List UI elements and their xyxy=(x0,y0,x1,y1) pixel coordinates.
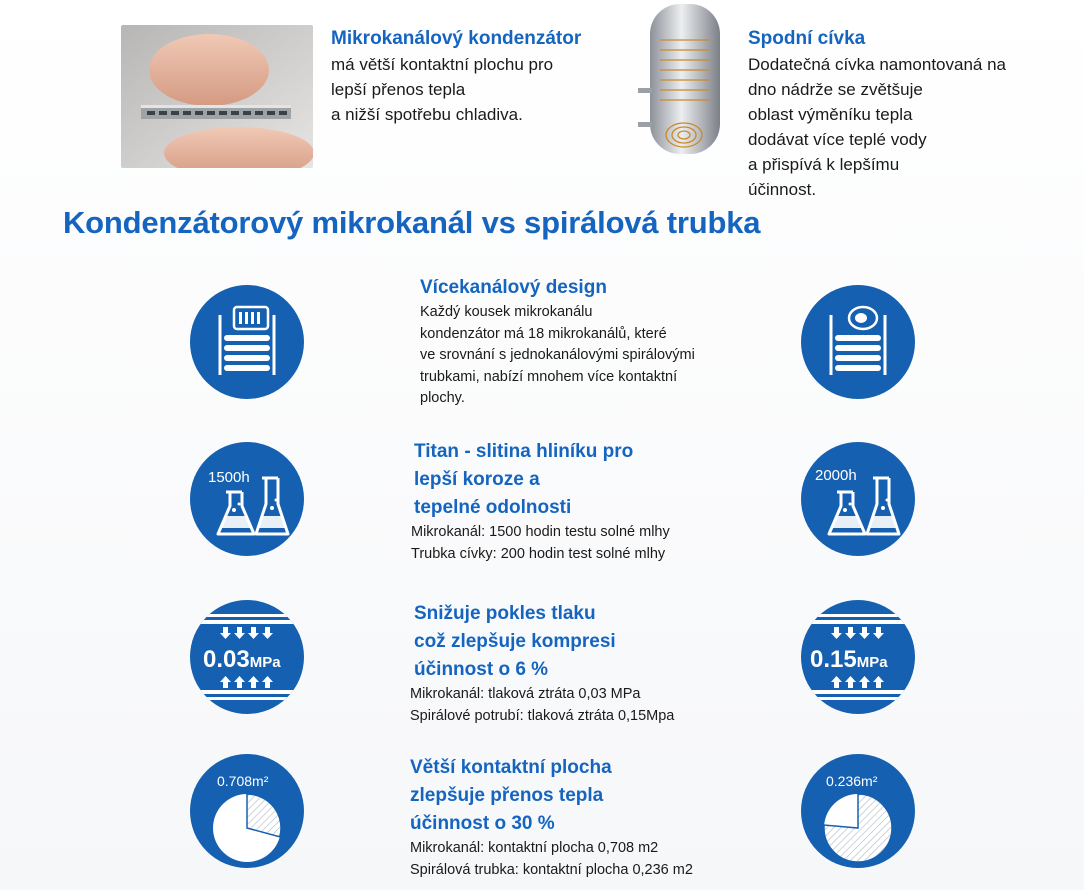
body-line: Každý kousek mikrokanálu xyxy=(420,304,593,320)
pie-area-icon xyxy=(190,754,304,868)
title-line: Titan - slitina hliníku pro xyxy=(414,441,634,462)
top-right-title: Spodní cívka xyxy=(748,28,866,49)
section-alloy xyxy=(411,438,744,565)
title-line: zlepšuje přenos tepla xyxy=(410,785,604,806)
top-left-line: lepší přenos tepla xyxy=(331,80,466,99)
body-line: plochy. xyxy=(420,390,465,406)
body-line: ve srovnání s jednokanálovými spirálovými xyxy=(420,347,695,363)
pressure-gauge-icon xyxy=(190,600,304,714)
top-right-line: a přispívá k lepšímu xyxy=(748,155,900,174)
top-right-line: dodávat více teplé vody xyxy=(748,130,927,149)
pie-area-icon xyxy=(801,754,915,868)
section-body xyxy=(420,302,750,410)
section-body xyxy=(410,684,744,727)
microchannel-photo xyxy=(121,25,313,168)
section-multichannel xyxy=(420,274,750,410)
top-right-line: Dodatečná cívka namontovaná na xyxy=(748,55,1007,74)
top-left-title: Mikrokanálový kondenzátor xyxy=(331,28,582,49)
pressure-value: 0.15 xyxy=(810,646,857,673)
title-line: lepší koroze a xyxy=(414,469,540,490)
body-line: Trubka cívky: 200 hodin test solné mlhy xyxy=(411,545,666,562)
title-line: účinnost o 6 % xyxy=(414,659,549,680)
section-title xyxy=(414,600,744,684)
top-right-line: oblast výměníku tepla xyxy=(748,105,913,124)
title-line: Větší kontaktní plocha xyxy=(410,757,612,778)
title-line: což zlepšuje kompresi xyxy=(414,631,616,652)
section-body xyxy=(411,522,744,565)
body-line: kondenzátor má 18 mikrokanálů, které xyxy=(420,325,667,342)
svg-text:0.15MPa xyxy=(810,646,888,673)
microchannel-coil-icon xyxy=(190,285,304,399)
page-title: Kondenzátorový mikrokanál vs spirálová trubka xyxy=(63,205,761,240)
flask-icon xyxy=(190,442,304,556)
body-line: Mikrokanál: kontaktní plocha 0,708 m2 xyxy=(410,840,659,856)
water-tank-illustration xyxy=(638,0,730,170)
section-title xyxy=(410,754,750,838)
title-line: tepelné odolnosti xyxy=(414,497,572,518)
title-line: Snižuje pokles tlaku xyxy=(414,603,596,624)
top-right-line: dno nádrže se zvětšuje xyxy=(748,80,923,99)
section-title xyxy=(414,438,744,522)
body-line: Spirálová trubka: kontaktní plocha 0,236 m2 xyxy=(410,861,693,878)
body-line: Spirálové potrubí: tlaková ztráta 0,15Mpa xyxy=(410,707,675,724)
salt-spray-hours-label: 1500h xyxy=(208,469,250,486)
body-line: trubkami, nabízí mnohem více kontaktní xyxy=(420,368,678,385)
body-line: Mikrokanál: tlaková ztráta 0,03 MPa xyxy=(410,686,641,702)
top-right-line: účinnost. xyxy=(748,180,817,199)
salt-spray-hours-label: 2000h xyxy=(815,467,857,484)
section-pressure xyxy=(410,600,744,727)
top-left-line: a nižší spotřebu chladiva. xyxy=(331,105,523,124)
body-line: Mikrokanál: 1500 hodin testu solné mlhy xyxy=(411,524,670,540)
contact-area-label: 0.708m² xyxy=(217,773,269,789)
contact-area-label: 0.236m² xyxy=(826,773,878,789)
section-body xyxy=(410,838,750,881)
pressure-value: 0.03 xyxy=(203,646,250,673)
top-left-line: má větší kontaktní plochu pro xyxy=(331,55,554,74)
section-title: Vícekanálový design xyxy=(420,277,607,298)
pressure-unit: MPa xyxy=(856,654,888,671)
svg-text:0.03MPa xyxy=(203,646,281,673)
section-contact-area xyxy=(410,754,750,881)
pressure-gauge-icon xyxy=(801,600,915,714)
flask-icon xyxy=(801,442,915,556)
spiral-tube-coil-icon xyxy=(801,285,915,399)
title-line: účinnost o 30 % xyxy=(410,813,555,834)
top-right-description xyxy=(748,52,1006,202)
top-left-description xyxy=(331,52,553,127)
pressure-unit: MPa xyxy=(249,654,281,671)
